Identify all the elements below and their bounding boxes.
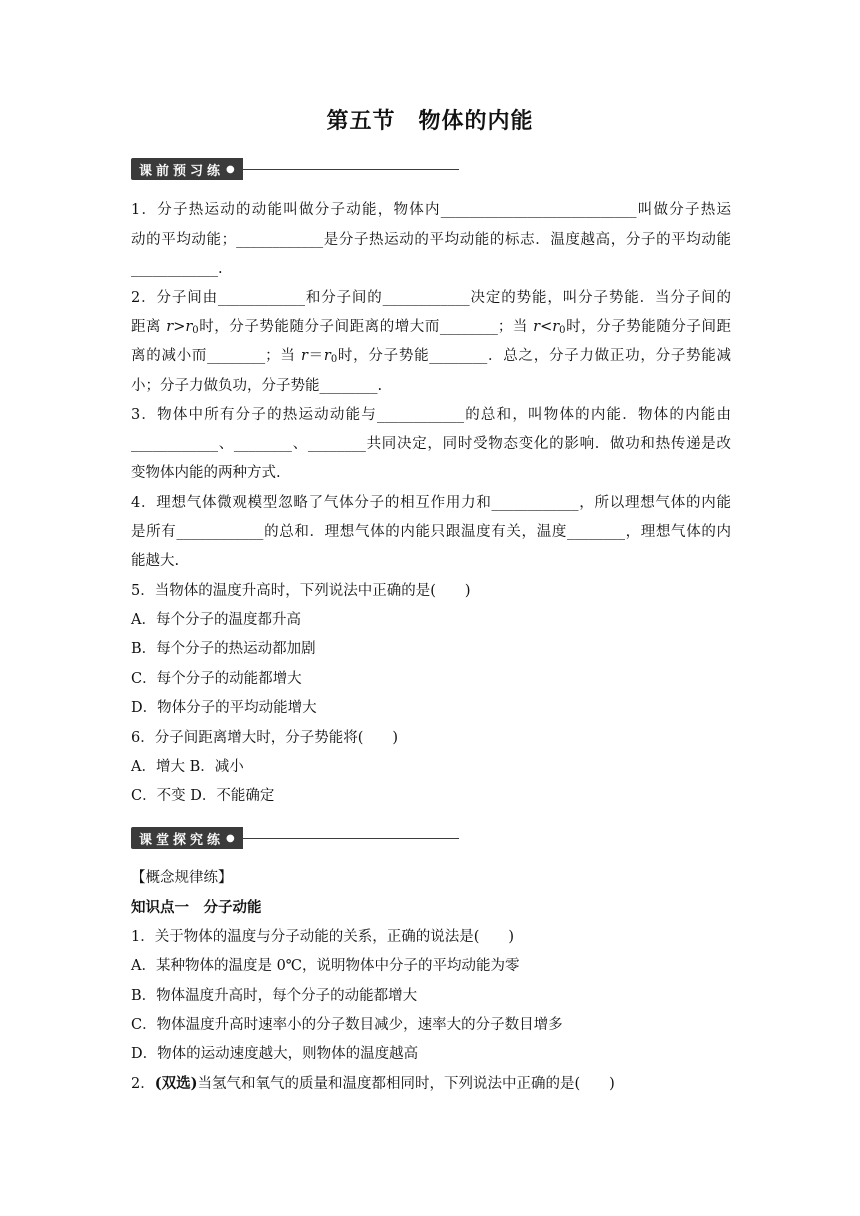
section-label-classroom: 课堂探究练 bbox=[139, 832, 225, 848]
concept-heading: 【概念规律练】 bbox=[131, 870, 233, 886]
knowledge-point-heading: 知识点一 分子动能 bbox=[131, 899, 262, 916]
section-label-preview: 课前预习练 bbox=[139, 163, 225, 179]
q4-line3: 能越大. bbox=[131, 553, 180, 569]
q5-stem: 5．当物体的温度升高时，下列说法中正确的是( ) bbox=[131, 583, 471, 599]
q2-line4: 小；分子力做负功，分子势能________. bbox=[131, 378, 383, 394]
bullet-dot-icon: ● bbox=[226, 163, 235, 175]
q6-stem: 6．分子间距离增大时，分子势能将( ) bbox=[131, 730, 399, 746]
p2-stem: 2．(双选)当氢气和氧气的质量和温度都相同时，下列说法中正确的是( ) bbox=[131, 1075, 615, 1092]
p1-option-d: D．物体的运动速度越大，则物体的温度越高 bbox=[131, 1046, 419, 1062]
q3-line3: 变物体内能的两种方式. bbox=[131, 465, 281, 481]
q2-line1: 2．分子间由____________和分子间的____________决定的势能，叫分子势能．当分子间的 bbox=[131, 290, 731, 306]
q2-line3: 离的减小而________；当 $r=r_0$时，分子势能________．总之，分子力做正功，分子势能减 bbox=[131, 348, 732, 365]
q5-option-b: B．每个分子的热运动都加剧 bbox=[131, 641, 316, 657]
q3-line1: 3．物体中所有分子的热运动动能与____________的总和，叫物体的内能．物体的内能由 bbox=[131, 407, 731, 423]
q3-line2: ____________、________、________共同决定，同时受物态变化的影响．做功和热传递是改 bbox=[131, 436, 731, 452]
q4-line1: 4．理想气体微观模型忽略了气体分子的相互作用力和____________，所以理想气体的内能 bbox=[131, 495, 731, 511]
banner-rule bbox=[243, 169, 459, 170]
q6-options-ab: A．增大 B．减小 bbox=[131, 759, 244, 775]
page-title: 第五节 物体的内能 bbox=[326, 108, 534, 134]
q1-line2: 动的平均动能；____________是分子热运动的平均动能的标志．温度越高，分子的平均动能 bbox=[131, 232, 731, 248]
q5-option-d: D．物体分子的平均动能增大 bbox=[131, 700, 317, 716]
p1-stem: 1．关于物体的温度与分子动能的关系，正确的说法是( ) bbox=[131, 929, 515, 945]
double-choice-tag: (双选) bbox=[154, 1075, 198, 1092]
p1-option-c: C．物体温度升高时速率小的分子数目减少，速率大的分子数目增多 bbox=[131, 1017, 563, 1033]
section-banner-classroom bbox=[131, 827, 459, 849]
q6-options-cd: C．不变 D．不能确定 bbox=[131, 788, 275, 804]
bullet-dot-icon: ● bbox=[226, 832, 235, 844]
p1-option-b: B．物体温度升高时，每个分子的动能都增大 bbox=[131, 988, 418, 1004]
q2-line2: 距离 $r>r_0$时，分子势能随分子间距离的增大而________；当 $r<r_0$时，分子势能随分子间距 bbox=[131, 319, 732, 336]
section-banner-preview bbox=[131, 158, 459, 180]
q4-line2: 是所有____________的总和．理想气体的内能只跟温度有关，温度________，理想气体的内 bbox=[131, 524, 731, 540]
q1-line1: 1．分子热运动的动能叫做分子动能，物体内___________________________叫做分子热运 bbox=[131, 202, 731, 218]
q5-option-a: A．每个分子的温度都升高 bbox=[131, 612, 301, 628]
p1-option-a: A．某种物体的温度是 0℃，说明物体中分子的平均动能为零 bbox=[131, 958, 520, 974]
banner-rule bbox=[243, 838, 459, 839]
q1-line3: ____________. bbox=[131, 261, 223, 277]
q5-option-c: C．每个分子的动能都增大 bbox=[131, 671, 302, 687]
